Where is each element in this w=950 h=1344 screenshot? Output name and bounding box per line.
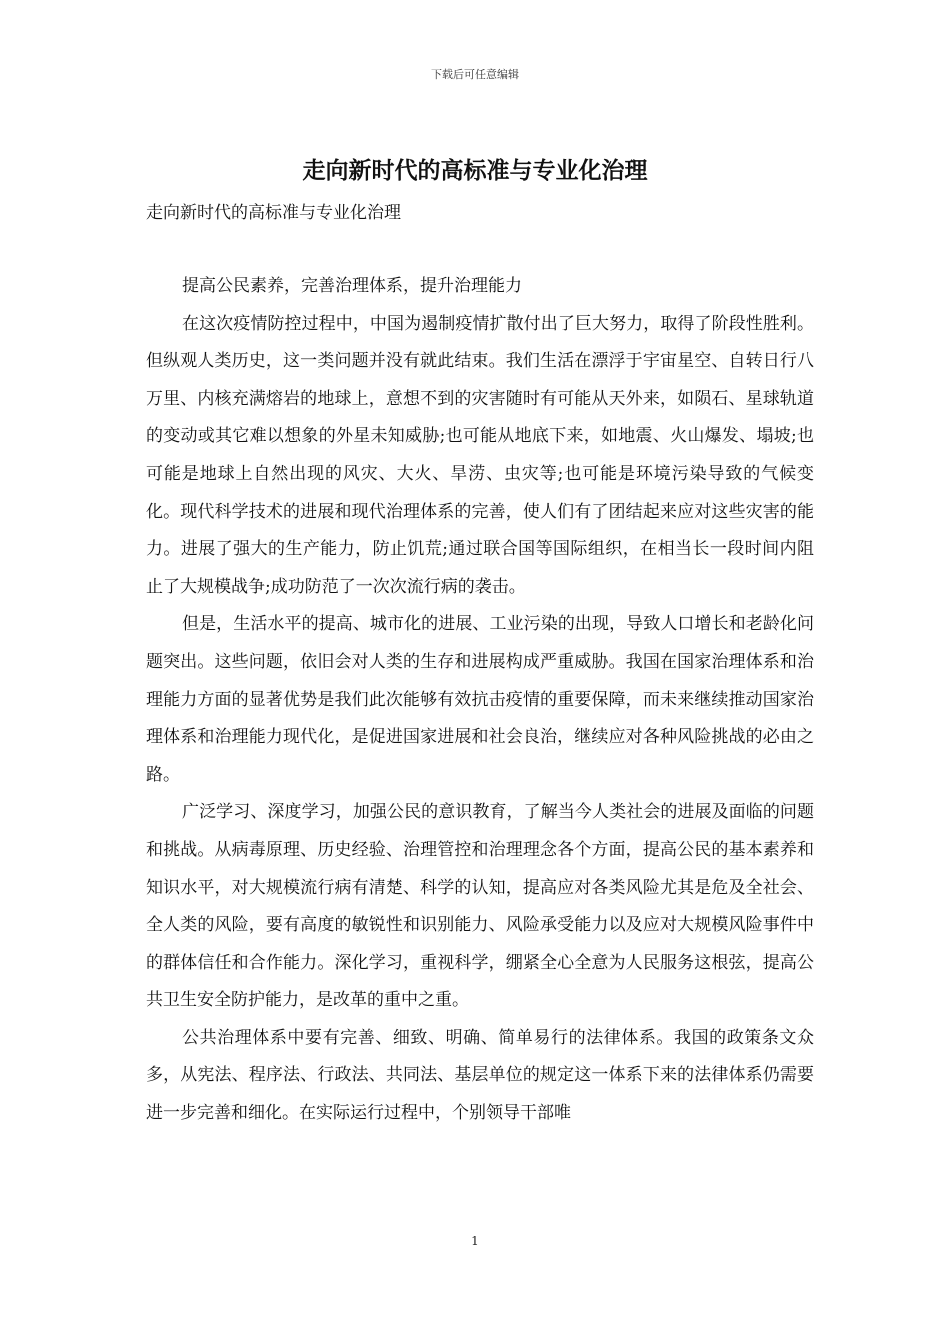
paragraph: 但是，生活水平的提高、城市化的进展、工业污染的出现，导致人口增长和老龄化问题突出。这些问题，依旧会对人类的生存和进展构成严重威胁。我国在国家治理体系和治理能力方面的显著优势是我们此次能够有效抗击疫情的重要保障，而未来继续推动国家治理体系和治理能力现代化，是促进国家进展和社会良治，继续应对各种风险挑战的必由之路。 xyxy=(146,614,814,785)
page-number: 1 xyxy=(471,1234,479,1248)
page-header-note: 下载后可任意编辑 xyxy=(431,68,519,81)
document-body xyxy=(146,268,814,1133)
document-title: 走向新时代的高标准与专业化治理 xyxy=(302,157,648,184)
paragraph-heading: 提高公民素养，完善治理体系，提升治理能力 xyxy=(182,276,522,296)
paragraph: 在这次疫情防控过程中，中国为遏制疫情扩散付出了巨大努力，取得了阶段性胜利。但纵观人类历史，这一类问题并没有就此结束。我们生活在漂浮于宇宙星空、自转日行八万里、内核充满熔岩的地球上，意想不到的灾害随时有可能从天外来，如陨石、星球轨道的变动或其它难以想象的外星未知威胁;也可能从地底下来，如地震、火山爆发、塌坡;也可能是地球上自然出现的风灾、大火、旱涝、虫灾等;也可能是环境污染导致的气候变化。现代科学技术的进展和现代治理体系的完善，使人们有了团结起来应对这些灾害的能力。进展了强大的生产能力，防止饥荒;通过联合国等国际组织，在相当长一段时间内阻止了大规模战争;成功防范了一次次流行病的袭击。 xyxy=(146,313,814,597)
document-subtitle: 走向新时代的高标准与专业化治理 xyxy=(146,203,401,223)
paragraph: 广泛学习、深度学习，加强公民的意识教育，了解当今人类社会的进展及面临的问题和挑战。从病毒原理、历史经验、治理管控和治理理念各个方面，提高公民的基本素养和知识水平，对大规模流行病有清楚、科学的认知，提高应对各类风险尤其是危及全社会、全人类的风险，要有高度的敏锐性和识别能力、风险承受能力以及应对大规模风险事件中的群体信任和合作能力。深化学习，重视科学，绷紧全心全意为人民服务这根弦，提高公共卫生安全防护能力，是改革的重中之重。 xyxy=(146,802,814,1011)
paragraph: 公共治理体系中要有完善、细致、明确、简单易行的法律体系。我国的政策条文众多，从宪法、程序法、行政法、共同法、基层单位的规定这一体系下来的法律体系仍需要进一步完善和细化。在实际运行过程中，个别领导干部唯 xyxy=(146,1027,814,1124)
